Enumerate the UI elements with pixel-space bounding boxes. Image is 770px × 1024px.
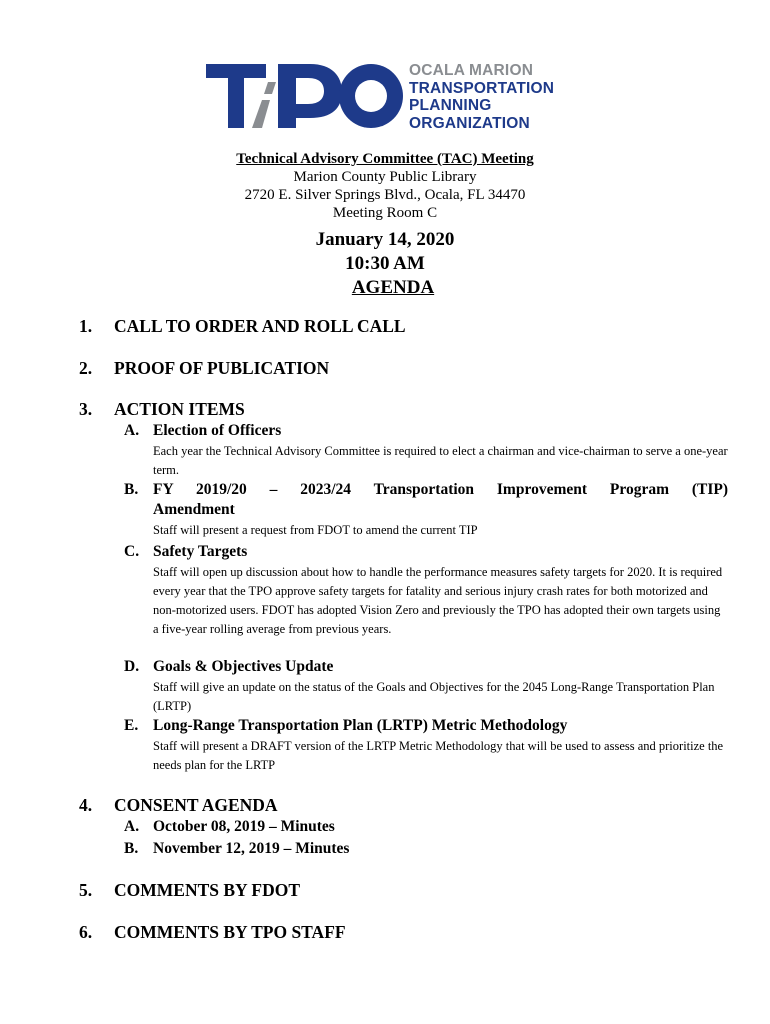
action-item-a — [124, 421, 728, 480]
tpo-logo — [206, 60, 576, 136]
action-item-b — [124, 480, 728, 540]
agenda-heading: AGENDA — [351, 277, 435, 298]
logo-wordmark — [409, 62, 554, 132]
meeting-address: 2720 E. Silver Springs Blvd., Ocala, FL 34470 — [244, 187, 526, 203]
sub-letter: A. — [124, 422, 140, 439]
sub-title: Safety Targets — [153, 543, 248, 560]
item-title: COMMENTS BY TPO STAFF — [114, 922, 346, 942]
sub-description: Staff will present a request from FDOT to amend the current TIP — [153, 523, 478, 537]
item-title: COMMENTS BY FDOT — [114, 880, 301, 900]
logo-line-4: ORGANIZATION — [409, 114, 530, 132]
meeting-title: Technical Advisory Committee (TAC) Meeting — [236, 151, 534, 167]
sub-letter: C. — [124, 543, 140, 560]
item-title: CALL TO ORDER AND ROLL CALL — [114, 316, 406, 336]
consent-item-a — [124, 817, 728, 837]
sub-title-line-2: Amendment — [153, 501, 235, 518]
sub-letter: A. — [124, 818, 140, 835]
meeting-time: 10:30 AM — [345, 253, 425, 274]
sub-letter: D. — [124, 658, 140, 675]
sub-description: Staff will open up discussion about how to handle the performance measures safety targets for 2020. It is required every year that the TPO approve safety targets for fatality and serious injury crash rates for both motorized and non-motorized users. FDOT has adopted Vision Zero and previously the TPO has adopted their own targets using a five-year rolling average from previous years. — [153, 565, 723, 636]
tpo-logo-mark — [206, 60, 406, 136]
action-item-e — [124, 716, 728, 775]
item-number: 3. — [79, 399, 93, 419]
item-number: 4. — [79, 795, 93, 815]
logo-line-3: PLANNING — [409, 97, 492, 114]
logo-line-1: OCALA MARION — [409, 62, 534, 79]
sub-title: Election of Officers — [153, 422, 282, 439]
item-title: PROOF OF PUBLICATION — [114, 358, 330, 378]
item-title: ACTION ITEMS — [114, 399, 245, 419]
action-item-d — [124, 657, 728, 716]
meeting-date: January 14, 2020 — [315, 229, 455, 250]
sub-title: October 08, 2019 – Minutes — [153, 818, 335, 835]
logo-line-2: TRANSPORTATION — [409, 79, 555, 97]
sub-letter: B. — [124, 840, 139, 857]
item-number: 1. — [79, 316, 93, 336]
sub-title: November 12, 2019 – Minutes — [153, 840, 350, 857]
item-number: 5. — [79, 880, 93, 900]
sub-title: Goals & Objectives Update — [153, 658, 334, 675]
meeting-room: Meeting Room C — [332, 205, 438, 221]
sub-letter: B. — [124, 481, 139, 498]
sub-title: Long-Range Transportation Plan (LRTP) Metric Methodology — [153, 717, 568, 734]
item-number: 2. — [79, 358, 93, 378]
item-title: CONSENT AGENDA — [114, 795, 278, 815]
action-item-c — [124, 542, 728, 639]
sub-title-line-1: FY 2019/20 – 2023/24 Transportation Improvement Program (TIP) — [153, 481, 728, 498]
date-block — [0, 228, 770, 300]
meeting-header — [0, 150, 770, 222]
meeting-venue: Marion County Public Library — [293, 169, 477, 185]
sub-description: Staff will present a DRAFT version of the LRTP Metric Methodology that will be used to assess and prioritize the needs plan for the LRTP — [153, 739, 724, 772]
consent-item-b — [124, 839, 728, 859]
item-number: 6. — [79, 922, 93, 942]
sub-description: Staff will give an update on the status of the Goals and Objectives for the 2045 Long-Range Transportation Plan (LRTP) — [153, 680, 715, 713]
sub-letter: E. — [124, 717, 139, 734]
sub-description: Each year the Technical Advisory Committee is required to elect a chairman and vice-chairman to serve a one-year term. — [153, 444, 728, 477]
